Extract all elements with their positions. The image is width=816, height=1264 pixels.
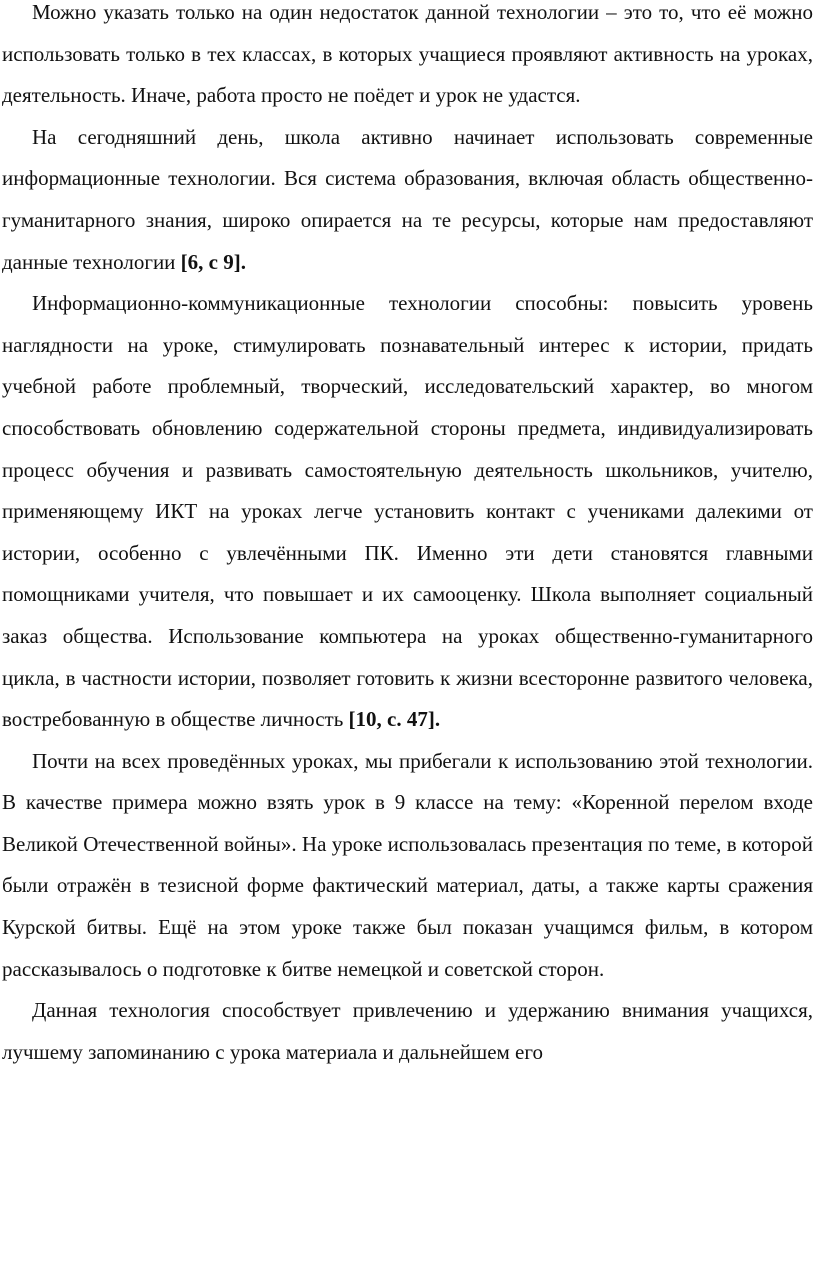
paragraph-3-text: Информационно-коммуникационные технологии способны: повысить уровень наглядности на уроке, стимулировать познавательный интерес к истории, придать учебной работе проблемный, творческий, исследовательский характер, во многом способствовать обновлению содержательной стороны предмета, индивидуализировать процесс обучения и развивать самостоятельную деятельность школьников, учителю, применяющему ИКТ на уроках легче установить контакт с учениками далекими от истории, особенно с увлечёнными ПК. Именно эти дети становятся главными помощниками учителя, что повышает и их самооценку. Школа выполняет социальный заказ общества. Использование компьютера на уроках общественно-гуманитарного цикла, в частности истории, позволяет готовить к жизни всесторонне развитого человека, востребованную в обществе личность [2, 291, 813, 732]
citation-reference: [10, с. 47]. [348, 707, 441, 732]
paragraph-2-text: На сегодняшний день, школа активно начинает использовать современные информационные технологии. Вся система образования, включая область общественно-гуманитарного знания, широко опирается на те ресурсы, которые нам предоставляют данные технологии [2, 124, 813, 274]
citation-reference: [6, с 9]. [180, 249, 246, 274]
paragraph-1 [2, 0, 813, 117]
paragraph-1-text: Можно указать только на один недостаток данной технологии – это то, что её можно использовать только в тех классах, в которых учащиеся проявляют активность на уроках, деятельность. Иначе, работа просто не поёдет и урок не удастся. [2, 0, 813, 108]
paragraph-2 [2, 117, 813, 283]
paragraph-3 [2, 283, 813, 741]
paragraph-4 [2, 741, 813, 991]
paragraph-5-text: Данная технология способствует привлечению и удержанию внимания учащихся, лучшему запоминанию с урока материала и дальнейшем его [2, 998, 813, 1064]
paragraph-4-text: Почти на всех проведённых уроках, мы прибегали к использованию этой технологии. В качестве примера можно взять урок в 9 классе на тему: «Коренной перелом входе Великой Отечественной войны». На уроке использовалась презентация по теме, в которой были отражён в тезисной форме фактический материал, даты, а также карты сражения Курской битвы. Ещё на этом уроке также был показан учащимся фильм, в котором рассказывалось о подготовке к битве немецкой и советской сторон. [2, 748, 813, 981]
paragraph-5 [2, 990, 813, 1073]
